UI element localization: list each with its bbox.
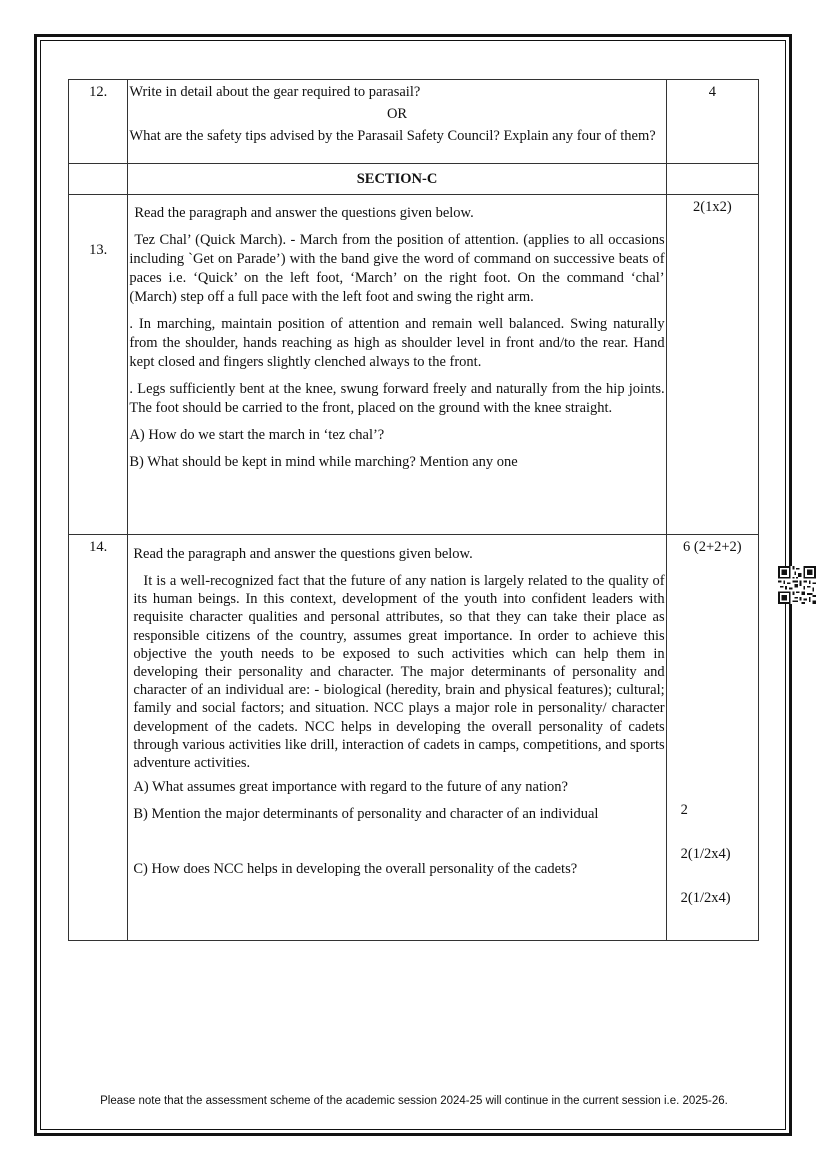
intro-text: Read the paragraph and answer the questions given below. <box>133 546 473 562</box>
sub-question-c: C) How does NCC helps in developing the overall personality of the cadets? <box>133 861 578 878</box>
paragraph: . In marching, maintain position of attention and remain well balanced. Swing naturally from the shoulder, hands reaching as high as shoulder level in front and/to the rear. Hand kept closed and fingers slightly clenched always to the front. <box>129 316 665 370</box>
marks-column <box>666 535 758 941</box>
section-heading: SECTION-C <box>128 164 666 195</box>
marks-b: 2(1/2x4) <box>680 846 731 862</box>
footer-note: Please note that the assessment scheme of the academic session 2024-25 will continue in the current session i.e. 2025-26. <box>100 1095 728 1107</box>
marks-a: 2 <box>680 802 688 818</box>
paragraph: . Legs sufficiently bent at the knee, swung forward freely and naturally from the hip joints. The foot should be carried to the front, placed on the ground with the knee straight. <box>129 381 665 416</box>
section-row <box>69 164 759 195</box>
question-body <box>128 80 666 164</box>
question-number: 13. <box>89 242 108 258</box>
question-number: 14. <box>69 535 128 941</box>
question-text: Write in detail about the gear required to parasail? <box>129 84 421 100</box>
question-text: What are the safety tips advised by the Parasail Safety Council? Explain any four of them? <box>129 128 656 144</box>
question-body <box>128 535 666 941</box>
marks: 4 <box>666 80 758 164</box>
sub-question-a: A) What assumes great importance with regard to the future of any nation? <box>133 779 568 796</box>
paragraph: It is a well-recognized fact that the future of any nation is largely related to the quality of its human beings. In this context, development of the youth into confident leaders with requisite character qualities and personal attributes, so that they can take their place as responsible citizens of the country, assumes great importance. In order to achieve this objective the youth needs to be exposed to such activities which can help them in developing their personality and character. The major determinants of personality and character of an individual are: - biological (heredity, brain and physical features); cultural; family and social factors; and situation. NCC plays a major role in personality/ character development of the cadets. NCC helps in developing the overall personality of cadets through various activities like drill, interaction of cadets in camps, competitions, and sports adventure activities. <box>133 573 665 772</box>
question-number: 12. <box>69 80 128 164</box>
marks-c: 2(1/2x4) <box>680 890 731 906</box>
intro-text: Read the paragraph and answer the questions given below. <box>134 205 474 221</box>
question-body <box>128 195 666 535</box>
sub-question-b: B) Mention the major determinants of personality and character of an individual <box>133 806 599 823</box>
qr-code-icon <box>778 566 816 604</box>
marks: 6 (2+2+2) <box>683 539 742 555</box>
or-label: OR <box>386 106 408 122</box>
question-row-13 <box>69 195 759 535</box>
paragraph: Tez Chal’ (Quick March). - March from the position of attention. (applies to all occasions including `Get on Parade’) with the band give the word of command on successive beats of paces i.e. ‘Quick’ on the left foot, ‘March’ on the right foot. On the command ‘chal’ (March) step off a full pace with the left foot and swing the right arm. <box>129 232 665 305</box>
sub-question-a: A) How do we start the march in ‘tez chal’? <box>129 427 385 443</box>
marks: 2(1x2) <box>666 195 758 535</box>
question-table <box>68 79 759 941</box>
sub-question-b: B) What should be kept in mind while marching? Mention any one <box>129 454 518 470</box>
question-row-12 <box>69 80 759 164</box>
question-row-14 <box>69 535 759 941</box>
